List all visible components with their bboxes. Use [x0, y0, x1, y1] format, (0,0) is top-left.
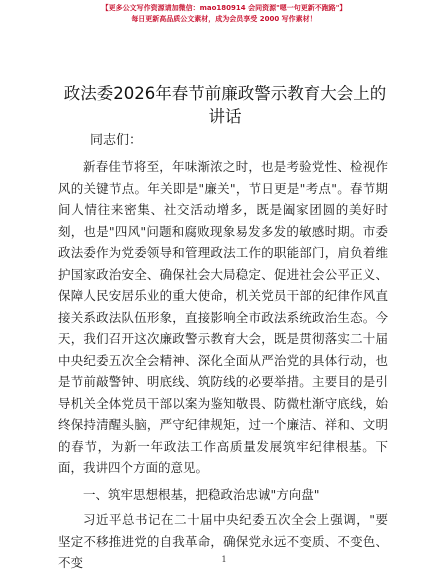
body-paragraph: 新春佳节将至，年味渐浓之时，也是考验党性、检视作风的关键节点。年关即是"廉关"，节日更是"考点"。春节期间人情往来密集、社交活动增多，既是阖家团圆的美好时刻，也是"四风"问题和腐败现象易发多发的敏感时期。市委政法委作为党委领导和管理政法工作的职能部门，肩负着维护国家政治安全、确保社会大局稳定、促进社会公平正义、保障人民安居乐业的重大使命，机关党员干部的纪律作风直接关系政法队伍形象，直接影响全市政法系统政治生态。今天，我们召开这次廉政警示教育大会，既是贯彻落实二十届中央纪委五次全会精神、深化全面从严治党的具体行动，也是节前敲警钟、明底线、筑防线的必要举措。主要目的是引导机关全体党员干部以案为鉴知敬畏、防微杜渐守底线，始终保持清醒头脑，严守纪律规矩，过一个廉洁、祥和、文明的春节，为新一年政法工作高质量发展筑牢纪律根基。下面，我讲四个方面的意见。: [58, 159, 388, 475]
section-heading: 一、筑牢思想根基，把稳政治忠诚"方向盘": [83, 486, 320, 502]
promo-banner-line-2: 每日更新高品质公文素材，成为会员享受 2000 写作素材！: [131, 15, 317, 23]
salutation: 同志们：: [90, 133, 143, 148]
body-paragraph: 习近平总书记在二十届中央纪委五次全会上强调，"要坚定不移推进党的自我革命，确保党永远不变质、不变色、不变: [58, 512, 388, 570]
promo-banner: [0, 3, 448, 25]
page-number: 1: [221, 555, 227, 564]
promo-banner-line-1: 【更多公文写作资源请加微信：mao180914 会同资源"嗯一句更新不跑路"】: [101, 4, 347, 12]
document-body: [58, 156, 388, 574]
document-title: 政法委2026年春节前廉政警示教育大会上的讲话: [63, 84, 387, 126]
